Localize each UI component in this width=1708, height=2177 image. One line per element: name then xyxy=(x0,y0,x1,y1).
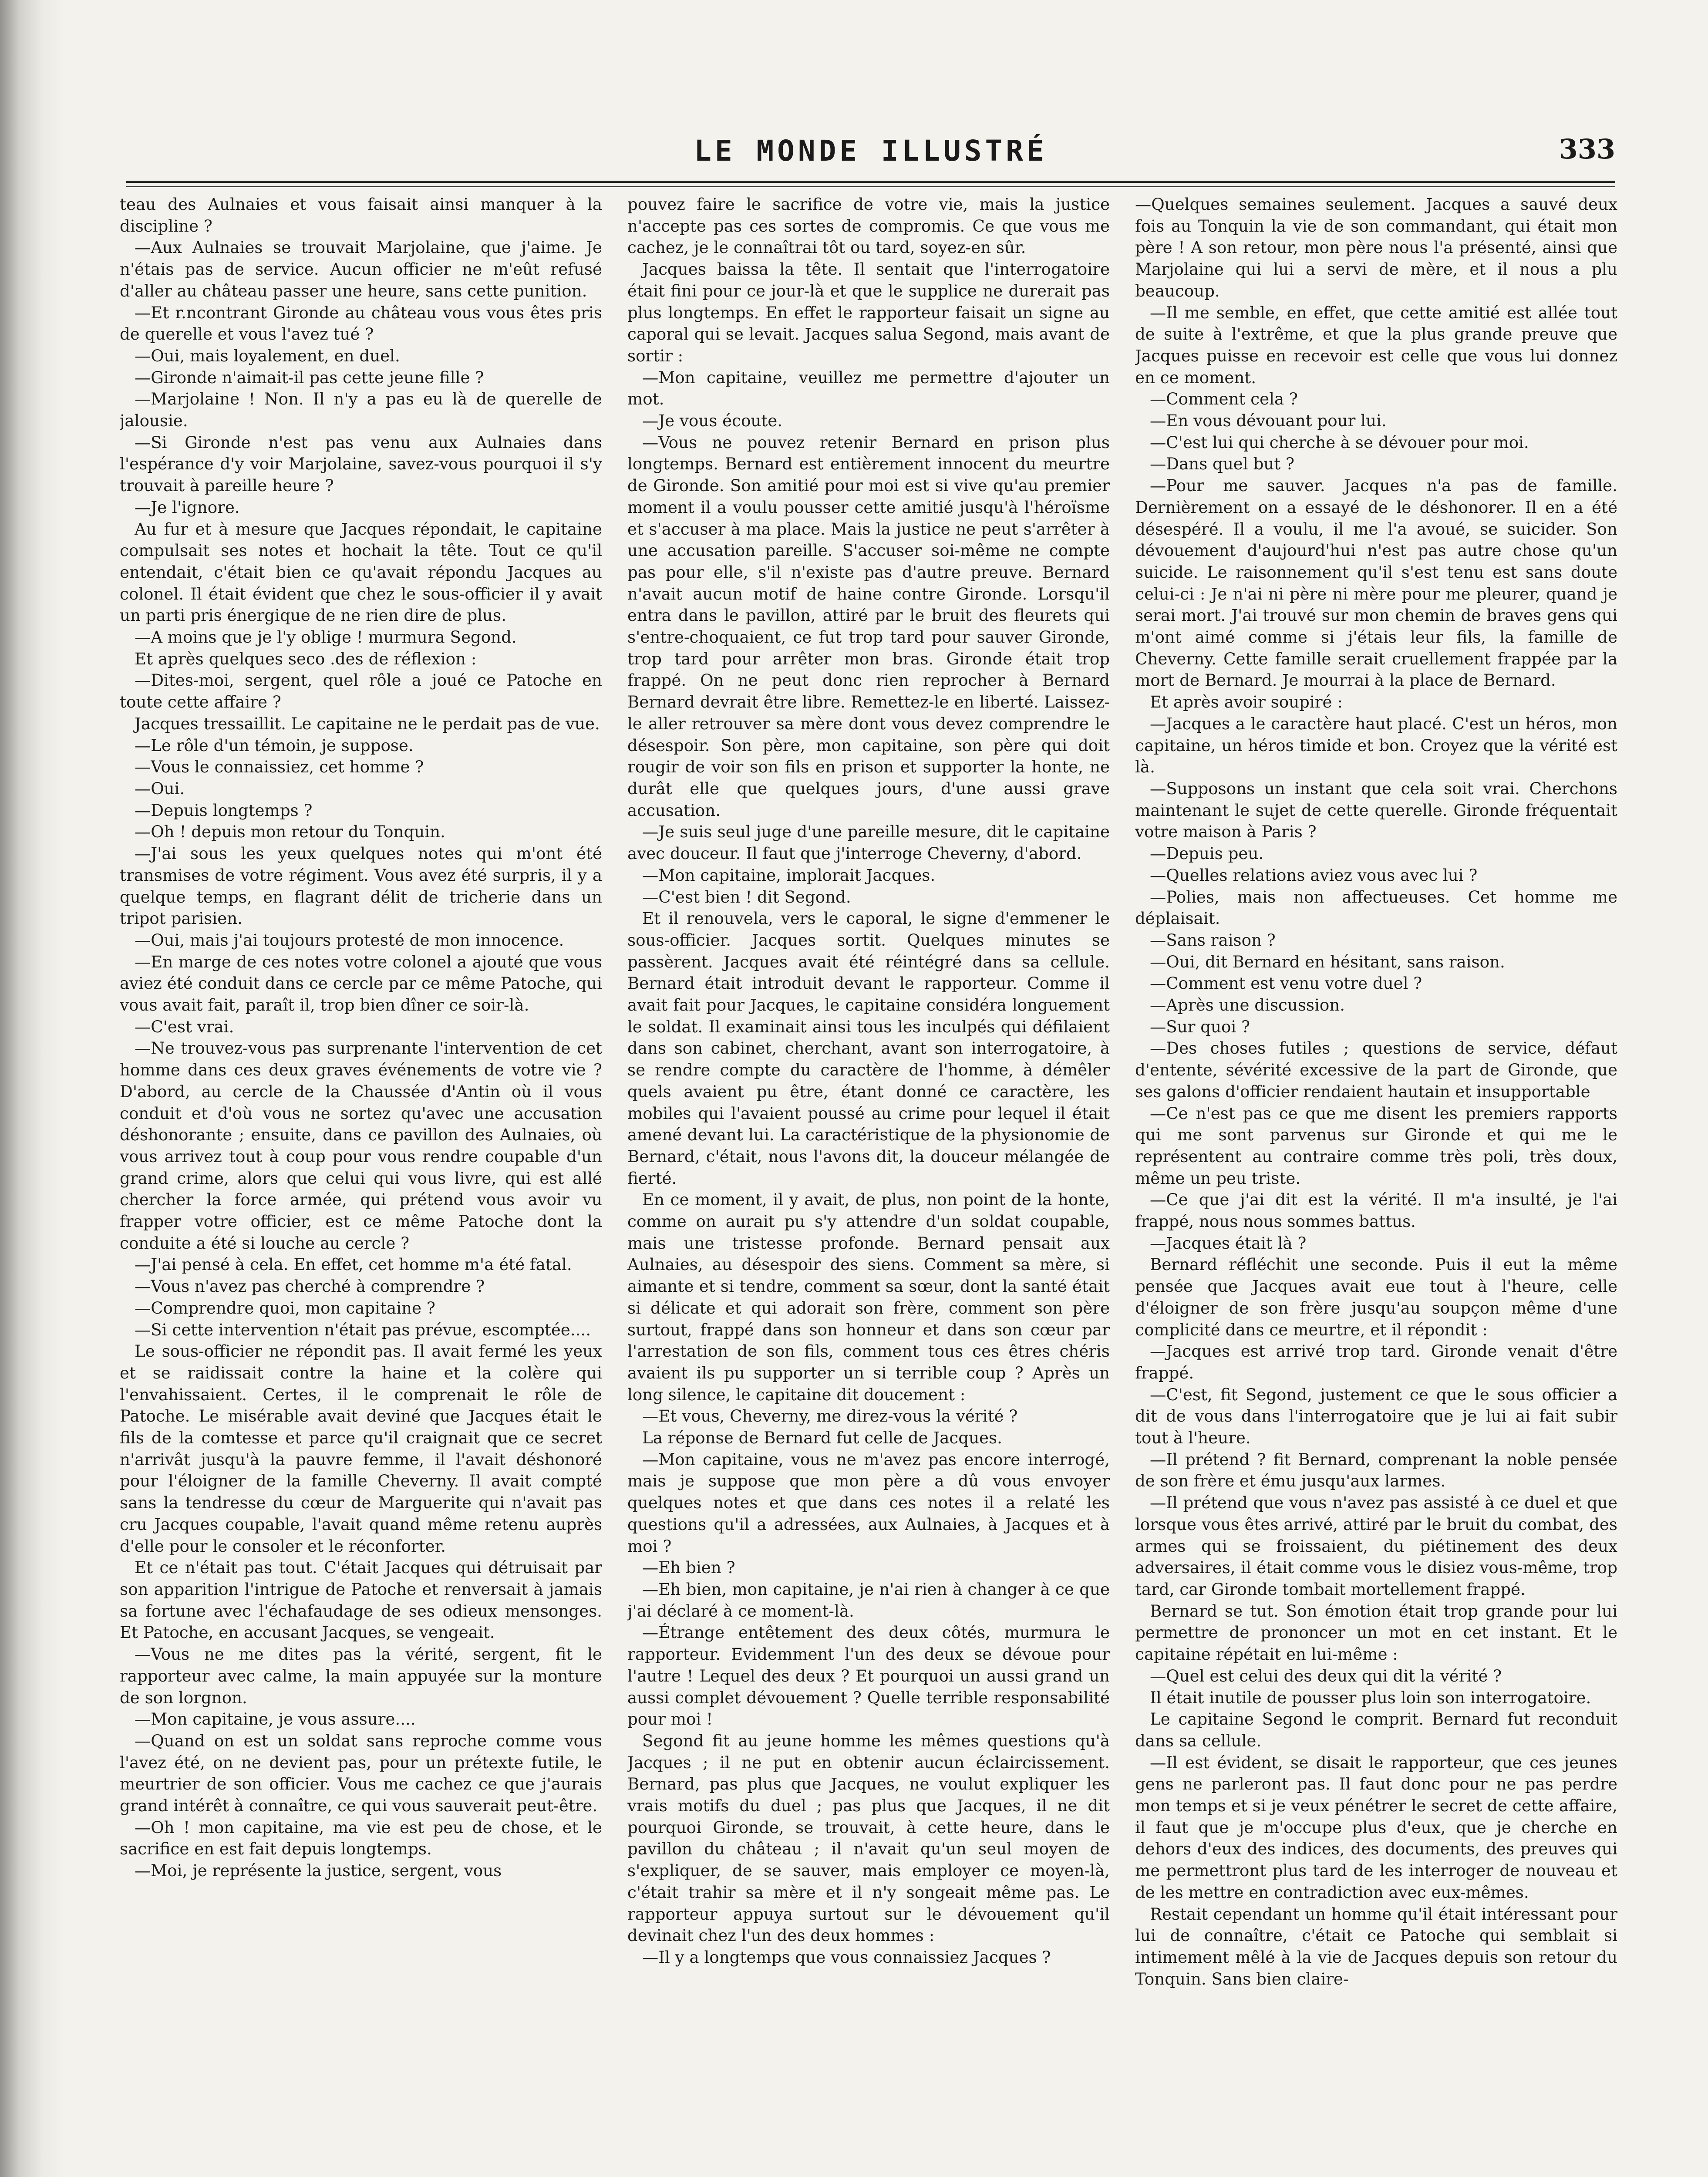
paragraph: Il était inutile de pousser plus loin son interrogatoire. xyxy=(1150,1688,1591,1707)
paragraph: —Oui, mais j'ai toujours protesté de mon innocence. xyxy=(135,930,564,950)
paragraph: Et ce n'était pas tout. C'était Jacques qui détruisait par son apparition l'intrigue de Patoche et renversait à jamais sa fortune avec l'échafaudage de ses odieux mensonges. Et Patoche, en accusant Jacques, se vengeait. xyxy=(120,1558,602,1642)
text-column-right xyxy=(1135,194,1617,2177)
paragraph: —Sans raison ? xyxy=(1150,930,1276,950)
paragraph: Et après quelques seco .des de réflexion : xyxy=(135,649,477,668)
paragraph: —Oui, dit Bernard en hésitant, sans raison. xyxy=(1150,952,1505,971)
paragraph: Et il renouvela, vers le caporal, le signe d'emmener le sous-officier. Jacques sortit. Quelques minutes se passèrent. Jacques avait été réintégré dans sa cellule. Bernard était introduit devant le rapporteur. Comme il avait fait pour Jacques, le capitaine considéra longuement le soldat. Il examinait ainsi tous les inculpés qui défilaient dans son cabinet, cherchant, avant son interrogatoire, à se rendre compte du caractère de l'homme, à démêler quels avaient pu être, étant donné ce caractère, les mobiles qui l'avaient poussé au crime pour lequel il était amené devant lui. La caractéristique de la physionomie de Bernard, c'était, nous l'avons dit, la douceur mélangée de fierté. xyxy=(627,909,1110,1188)
paragraph: —C'est bien ! dit Segond. xyxy=(642,887,851,907)
paragraph: —Il me semble, en effet, que cette amitié est allée tout de suite à l'extrême, et que la plus grande preuve que Jacques puisse en recevoir est celle que vous lui donnez en ce moment. xyxy=(1135,303,1617,387)
paragraph: —Vous le connaissiez, cet homme ? xyxy=(135,757,424,777)
paragraph: —Quel est celui des deux qui dit la vérité ? xyxy=(1150,1666,1502,1685)
paragraph: pouvez faire le sacrifice de votre vie, mais la justice n'accepte pas ces sortes de compromis. Ce que vous me cachez, je le connaîtrai tôt ou tard, soyez-en sûr. xyxy=(627,195,1110,257)
paragraph: Le capitaine Segond le comprit. Bernard fut reconduit dans sa cellule. xyxy=(1135,1709,1617,1750)
paragraph: —Marjolaine ! Non. Il n'y a pas eu là de querelle de jalousie. xyxy=(120,389,602,431)
paragraph: —Ce que j'ai dit est la vérité. Il m'a insulté, je l'ai frappé, nous nous sommes battus. xyxy=(1135,1190,1617,1231)
paragraph: —Vous ne me dites pas la vérité, sergent, fit le rapporteur avec calme, la main appuyée sur la monture de son lorgnon. xyxy=(120,1645,602,1707)
paragraph: —Comment cela ? xyxy=(1150,389,1298,409)
paragraph: La réponse de Bernard fut celle de Jacques. xyxy=(642,1428,1002,1448)
paragraph: Et après avoir soupiré : xyxy=(1150,692,1343,712)
paragraph: —Et r.ncontrant Gironde au château vous vous êtes pris de querelle et vous l'avez tué ? xyxy=(120,303,602,344)
paragraph: Restait cependant un homme qu'il était intéressant pour lui de connaître, c'était ce Patoche qui semblait si intimement mêlé à la vie de Jacques depuis son retour du Tonquin. Sans bien claire- xyxy=(1135,1904,1617,1988)
paragraph: —Depuis longtemps ? xyxy=(135,800,313,820)
paragraph: —Eh bien ? xyxy=(642,1558,735,1577)
paragraph: —Moi, je représente la justice, sergent, vous xyxy=(135,1861,502,1880)
paragraph: —Eh bien, mon capitaine, je n'ai rien à changer à ce que j'ai déclaré à ce moment-là. xyxy=(627,1580,1110,1621)
header-rule xyxy=(126,181,1615,183)
paragraph: —J'ai pensé à cela. En effet, cet homme m'a été fatal. xyxy=(135,1255,572,1274)
paragraph: —Polies, mais non affectueuses. Cet homme me déplaisait. xyxy=(1135,887,1617,928)
paragraph: —C'est lui qui cherche à se dévouer pour moi. xyxy=(1150,432,1529,452)
paragraph: Jacques tressaillit. Le capitaine ne le perdait pas de vue. xyxy=(135,714,600,733)
paragraph: En ce moment, il y avait, de plus, non point de la honte, comme on aurait pu s'y attendre d'un soldat coupable, mais une tristesse profonde. Bernard pensait aux Aulnaies, au désespoir des siens. Comment sa mère, si aimante et si tendre, comment sa sœur, dont la santé était si délicate et qui adorait son frère, comment son père surtout, frappé dans son honneur et dans son cœur par l'arrestation de son fils, comment tous ces êtres chéris avaient ils pu supporter un si terrible coup ? Après un long silence, le capitaine dit doucement : xyxy=(627,1190,1110,1404)
paragraph: —Dans quel but ? xyxy=(1150,454,1294,474)
paragraph: Segond fit au jeune homme les mêmes questions qu'à Jacques ; il ne put en obtenir aucun éclaircissement. Bernard, pas plus que Jacques, ne voulut expliquer les vrais motifs du duel ; pas plus que Jacques, il ne dit pourquoi Gironde, se trouvait, à cette heure, dans le pavillon du château ; il n'avait qu'un seul moyen de s'expliquer, de se sauver, mais employer ce moyen-là, c'était trahir sa mère et il n'y songeait même pas. Le rapporteur appuya surtout sur le dévouement qu'il devinait chez l'un des deux hommes : xyxy=(627,1731,1110,1945)
page-header xyxy=(126,131,1615,179)
paragraph: —Comprendre quoi, mon capitaine ? xyxy=(135,1298,435,1318)
paragraph: —Vous ne pouvez retenir Bernard en prison plus longtemps. Bernard est entièrement innocent du meurtre de Gironde. Son amitié pour moi est si vive qu'au premier moment il a voulu pousser cette amitié jusqu'à l'héroïsme et s'accuser à ma place. Mais la justice ne peut s'arrêter à une accusation pareille. S'accuser soi-même ne compte pas pour elle, s'il n'existe pas d'autre preuve. Bernard n'avait aucun motif de haine contre Gironde. Lorsqu'il entra dans le pavillon, attiré par le bruit des fleurets qui s'entre-choquaient, ce fut trop tard pour sauver Gironde, trop tard pour arrêter mon bras. Gironde était trop frappé. On ne peut donc rien reprocher à Bernard Bernard devrait être libre. Remettez-le en liberté. Laissez-le aller retrouver sa mère dont vous devez comprendre le désespoir. Son père, mon capitaine, son père qui doit rougir de voir son fils en prison et supporter la honte, ne durât elle que quelques jours, d'une aussi grave accusation. xyxy=(627,432,1110,820)
paragraph: —Oui. xyxy=(135,778,185,798)
paragraph: —En vous dévouant pour lui. xyxy=(1150,411,1387,431)
paragraph: —Quelques semaines seulement. Jacques a sauvé deux fois au Tonquin la vie de son commandant, qui était mon père ! A son retour, mon père nous l'a présenté, ainsi que Marjolaine qui lui a servi de mère, et il nous a plu beaucoup. xyxy=(1135,195,1617,300)
paragraph: —Je l'ignore. xyxy=(135,497,240,517)
paragraph: —Quand on est un soldat sans reproche comme vous l'avez été, on ne devient pas, pour un prétexte futile, le meurtrier de son officier. Vous me cachez ce que j'aurais grand intérêt à connaître, ce qui vous sauverait peut-être. xyxy=(120,1731,602,1816)
paragraph: —Si Gironde n'est pas venu aux Aulnaies dans l'espérance d'y voir Marjolaine, savez-vous pourquoi il s'y trouvait à pareille heure ? xyxy=(120,432,602,495)
paragraph: —Mon capitaine, veuillez me permettre d'ajouter un mot. xyxy=(627,367,1110,409)
page-binding-shadow xyxy=(0,0,65,2177)
running-title: LE MONDE ILLUSTRÉ xyxy=(694,134,1048,168)
paragraph: —Et vous, Cheverny, me direz-vous la vérité ? xyxy=(642,1406,1018,1426)
text-column-middle xyxy=(627,194,1110,2177)
paragraph: —Comment est venu votre duel ? xyxy=(1150,974,1422,993)
paragraph: —Aux Aulnaies se trouvait Marjolaine, que j'aime. Je n'étais pas de service. Aucun officier ne m'eût refusé d'aller au château passer une heure, sans cette punition. xyxy=(120,238,602,300)
paragraph: —Oh ! mon capitaine, ma vie est peu de chose, et le sacrifice en est fait depuis longtemps. xyxy=(120,1817,602,1859)
paragraph: —Vous n'avez pas cherché à comprendre ? xyxy=(135,1277,485,1296)
paragraph: —En marge de ces notes votre colonel a ajouté que vous aviez été conduit dans ce cercle par ce même Patoche, qui vous avait fait, paraît il, trop bien dîner ce soir-là. xyxy=(120,952,602,1015)
paragraph: —C'est vrai. xyxy=(135,1017,234,1036)
paragraph: —Sur quoi ? xyxy=(1150,1017,1250,1036)
paragraph: —Mon capitaine, vous ne m'avez pas encore interrogé, mais je suppose que mon père a dû vous envoyer quelques notes et que dans ces notes il a relaté les questions qu'il a adressées, aux Aulnaies, à Jacques et à moi ? xyxy=(627,1449,1110,1556)
paragraph: —A moins que je l'y oblige ! murmura Segond. xyxy=(135,627,517,647)
paragraph: —Dites-moi, sergent, quel rôle a joué ce Patoche en toute cette affaire ? xyxy=(120,671,602,712)
paragraph: —Après une discussion. xyxy=(1150,995,1345,1015)
paragraph: —J'ai sous les yeux quelques notes qui m'ont été transmises de votre régiment. Vous avez été surpris, il y a quelque temps, en flagrant délit de tricherie dans un tripot parisien. xyxy=(120,844,602,928)
paragraph: —Étrange entêtement des deux côtés, murmura le rapporteur. Evidemment l'un des deux se dévoue pour l'autre ! Lequel des deux ? Et pourquoi un aussi grand un aussi complet dévouement ? Quelle terrible responsabilité pour moi ! xyxy=(627,1623,1110,1729)
paragraph: —Il prétend que vous n'avez pas assisté à ce duel et que lorsque vous êtes arrivé, attiré par le bruit du combat, des armes qui se froissaient, du piétinement des deux adversaires, il était comme vous le disiez vous-même, trop tard, car Gironde tombait mortellement frappé. xyxy=(1135,1493,1617,1599)
paragraph: Bernard se tut. Son émotion était trop grande pour lui permettre de prononcer un mot en cet instant. Et le capitaine répétait en lui-même : xyxy=(1135,1601,1617,1664)
paragraph: —Le rôle d'un témoin, je suppose. xyxy=(135,735,414,755)
paragraph: —Jacques est arrivé trop tard. Gironde venait d'être frappé. xyxy=(1135,1341,1617,1382)
paragraph: —Je vous écoute. xyxy=(642,411,783,431)
paragraph: —Depuis peu. xyxy=(1150,844,1264,863)
paragraph: —Oui, mais loyalement, en duel. xyxy=(135,346,400,365)
paragraph: —Il est évident, se disait le rapporteur, que ces jeunes gens ne parleront pas. Il faut donc pour ne pas perdre mon temps et si je veux pénétrer le secret de cette affaire, il faut que je m'occupe plus d'eux, que je cherche en dehors d'eux des indices, des documents, des preuves qui me permettront plus tard de les interroger de nouveau et de les mettre en contradiction avec eux-mêmes. xyxy=(1135,1752,1617,1902)
paragraph: Le sous-officier ne répondit pas. Il avait fermé les yeux et se raidissait contre la haine et la colère qui l'envahissaient. Certes, il le comprenait le rôle de Patoche. Le misérable avait deviné que Jacques était le fils de la comtesse et parce qu'il craignait que ce secret n'arrivât jusqu'à la pauvre femme, il l'avait déshonoré pour l'éloigner de la famille Cheverny. Il avait compté sans la tendresse du cœur de Marguerite qui n'avait pas cru Jacques coupable, l'avait quand même retenu auprès d'elle pour le consoler et le réconforter. xyxy=(120,1341,602,1556)
paragraph: —Si cette intervention n'était pas prévue, escomptée.... xyxy=(135,1320,591,1339)
paragraph: Au fur et à mesure que Jacques répondait, le capitaine compulsait ses notes et hochait la tête. Tout ce qu'il entendait, c'était bien ce qu'avait répondu Jacques au colonel. Il était évident que chez le sous-officier il y avait un parti pris énergique de ne rien dire de plus. xyxy=(120,519,602,625)
paragraph: —Oh ! depuis mon retour du Tonquin. xyxy=(135,822,445,842)
page-number: 333 xyxy=(1559,133,1615,165)
paragraph: —Gironde n'aimait-il pas cette jeune fille ? xyxy=(135,367,484,387)
text-columns xyxy=(120,194,1617,2177)
paragraph: —C'est, fit Segond, justement ce que le sous officier a dit de vous dans l'interrogatoire que je lui ai fait subir tout à l'heure. xyxy=(1135,1385,1617,1448)
paragraph: —Il y a longtemps que vous connaissiez Jacques ? xyxy=(642,1947,1051,1967)
paragraph: —Ce n'est pas ce que me disent les premiers rapports qui me sont parvenus sur Gironde et qui me le représentent au contraire comme très poli, très doux, même un peu triste. xyxy=(1135,1103,1617,1188)
paragraph: Jacques baissa la tête. Il sentait que l'interrogatoire était fini pour ce jour-là et que le supplice ne durerait pas plus longtemps. En effet le rapporteur faisait un signe au caporal qui se levait. Jacques salua Segond, mais avant de sortir : xyxy=(627,259,1110,365)
paragraph: —Pour me sauver. Jacques n'a pas de famille. Dernièrement on a essayé de le déshonorer. Il en a été désespéré. Il a voulu, il me l'a avoué, se suicider. Son dévouement d'aujourd'hui n'est pas autre chose qu'un suicide. Le raisonnement qu'il s'est tenu est sans doute celui-ci : Je n'ai ni père ni mère pour me pleurer, quand je serai mort. J'ai trouvé sur mon chemin de braves gens qui m'ont aimé comme si j'étais leur fils, la famille de Cheverny. Cette famille serait cruellement frappée par la mort de Bernard. Je mourrai à la place de Bernard. xyxy=(1135,476,1617,690)
paragraph: Bernard réfléchit une seconde. Puis il eut la même pensée que Jacques avait eue tout à l'heure, celle d'éloigner de son frère jusqu'au soupçon même d'une complicité dans ce meurtre, et il répondit : xyxy=(1135,1255,1617,1339)
paragraph: —Des choses futiles ; questions de service, défaut d'entente, sévérité excessive de la part de Gironde, que ses galons d'officier rendaient hautain et insupportable xyxy=(1135,1038,1617,1101)
paragraph: —Supposons un instant que cela soit vrai. Cherchons maintenant le sujet de cette querelle. Gironde fréquentait votre maison à Paris ? xyxy=(1135,778,1617,842)
paragraph: —Il prétend ? fit Bernard, comprenant la noble pensée de son frère et ému jusqu'aux larmes. xyxy=(1135,1449,1617,1491)
text-column-left xyxy=(120,194,602,2177)
header-rule-thin xyxy=(126,186,1615,187)
paragraph: —Mon capitaine, je vous assure.... xyxy=(135,1709,416,1729)
paragraph: —Ne trouvez-vous pas surprenante l'intervention de cet homme dans ces deux graves événements de votre vie ? D'abord, au cercle de la Chaussée d'Antin où il vous conduit et d'où vous ne sortez qu'avec une accusation déshonorante ; ensuite, dans ce pavillon des Aulnaies, où vous arrivez tout à coup pour vous rendre coupable d'un grand crime, alors que celui qui vous livre, qui est allé chercher la force armée, qui prétend vous avoir vu frapper votre officier, est ce même Patoche dont la conduite a été si louche au cercle ? xyxy=(120,1038,602,1253)
paragraph: teau des Aulnaies et vous faisait ainsi manquer à la discipline ? xyxy=(120,195,602,236)
paragraph: —Jacques était là ? xyxy=(1150,1233,1307,1253)
paragraph: —Quelles relations aviez vous avec lui ? xyxy=(1150,865,1478,885)
paragraph: —Je suis seul juge d'une pareille mesure, dit le capitaine avec douceur. Il faut que j'interroge Cheverny, d'abord. xyxy=(627,822,1110,863)
paragraph: —Mon capitaine, implorait Jacques. xyxy=(642,865,936,885)
paragraph: —Jacques a le caractère haut placé. C'est un héros, mon capitaine, un héros timide et bon. Croyez que la vérité est là. xyxy=(1135,714,1617,777)
